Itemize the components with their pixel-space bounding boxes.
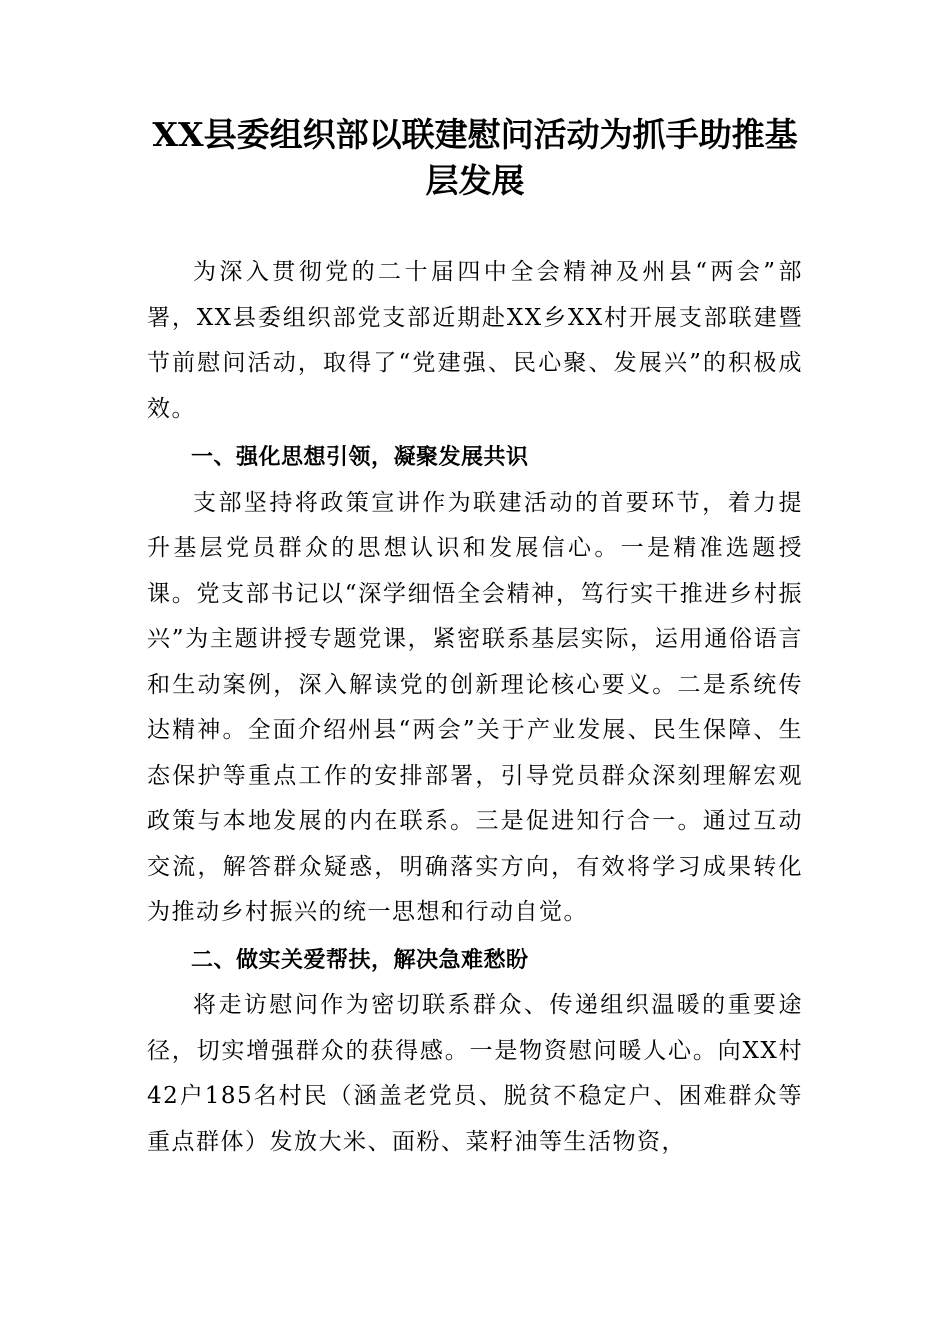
document-body [147, 250, 803, 1165]
document-title: XX县委组织部以联建慰问活动为抓手助推基层发展 [152, 115, 798, 200]
section-2-paragraph: 将走访慰问作为密切联系群众、传递组织温暖的重要途径，切实增强群众的获得感。一是物资慰问暖人心。向XX村42户185名村民（涵盖老党员、脱贫不稳定户、困难群众等重点群体）发放大米、面粉、菜籽油等生活物资， [147, 992, 803, 1155]
section-2-heading: 二、做实关爱帮扶，解决急难愁盼 [191, 947, 529, 973]
intro-paragraph: 为深入贯彻党的二十届四中全会精神及州县“两会”部署，XX县委组织部党支部近期赴XX乡XX村开展支部联建暨节前慰问活动，取得了“党建强、民心聚、发展兴”的积极成效。 [147, 259, 803, 422]
section-1-paragraph: 支部坚持将政策宣讲作为联建活动的首要环节，着力提升基层党员群众的思想认识和发展信心。一是精准选题授课。党支部书记以“深学细悟全会精神，笃行实干推进乡村振兴”为主题讲授专题党课，紧密联系基层实际，运用通俗语言和生动案例，深入解读党的创新理论核心要义。二是系统传达精神。全面介绍州县“两会”关于产业发展、民生保障、生态保护等重点工作的安排部署，引导党员群众深刻理解宏观政策与本地发展的内在联系。三是促进知行合一。通过互动交流，解答群众疑惑，明确落实方向，有效将学习成果转化为推动乡村振兴的统一思想和行动自觉。 [147, 489, 803, 925]
section-1-heading: 一、强化思想引领，凝聚发展共识 [191, 445, 529, 470]
